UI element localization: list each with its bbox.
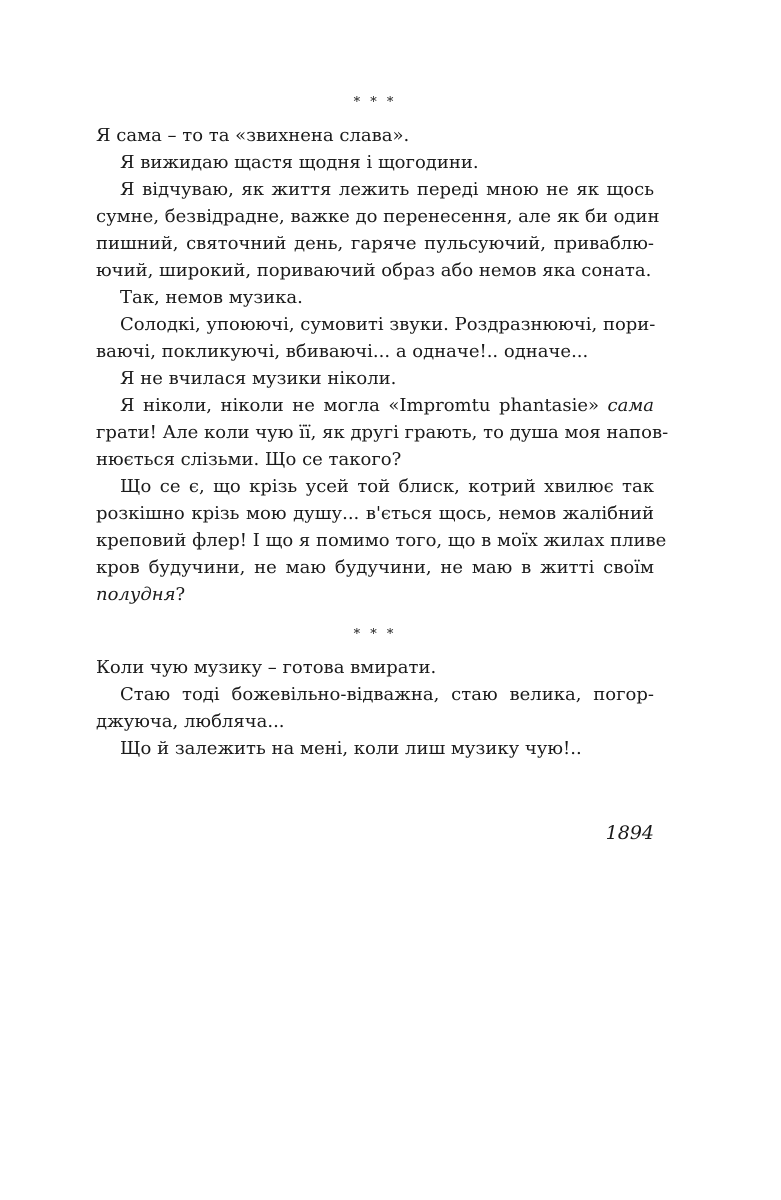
text-run: Я ніколи, ніколи не могла «Impromtu phantasie» [120, 395, 600, 416]
text-line: грати! Але коли чую її, як другі грають, то душа моя напов- [96, 422, 669, 443]
text-line: ючий, широкий, пориваючий образ або немов яка соната. [96, 260, 652, 281]
text-line: нюється слізьми. Що се такого? [96, 449, 402, 470]
section-separator: * * * [353, 627, 397, 642]
text-run: ? [175, 584, 186, 605]
italic-text: сама [607, 395, 654, 416]
text-line: Що се є, що крізь усей той блиск, котрий хвилює так [120, 476, 654, 497]
text-line: креповий флер! І що я помимо того, що в моїх жилах пливе [96, 530, 667, 551]
text-line: Стаю тоді божевільно-відважна, стаю велика, погор- [120, 684, 654, 705]
text-line: Що й залежить на мені, коли лиш музику чую!.. [120, 738, 582, 759]
text-line: Я сама – то та «звихнена слава». [96, 125, 410, 146]
text-line: сумне, безвідрадне, важке до перенесення, але як би один [96, 206, 660, 227]
text-line: джуюча, любляча... [96, 711, 285, 732]
text-line: ваючі, покликуючі, вбиваючі... а одначе!.. одначе... [96, 341, 589, 362]
text-line: Коли чую музику – готова вмирати. [96, 657, 437, 678]
text-line: Так, немов музика. [120, 287, 303, 308]
text-line: розкішно крізь мою душу... в'ється щось, немов жалібний [96, 503, 654, 524]
text-line: Солодкі, упоюючі, сумовиті звуки. Роздразнюючі, пори- [120, 314, 656, 335]
text-line [96, 392, 654, 419]
text-line: Я вижидаю щастя щодня і щогодини. [120, 152, 479, 173]
text-line: Я не вчилася музики ніколи. [120, 368, 397, 389]
date-signature: 1894 [605, 822, 654, 844]
text-line: пишний, святочний день, гаряче пульсуючий, приваблю- [96, 233, 654, 254]
section-separator: * * * [353, 95, 397, 110]
italic-text: полудня [96, 584, 176, 605]
text-line: Я відчуваю, як життя лежить переді мною не як щось [120, 179, 654, 200]
page-body [96, 92, 669, 762]
text-line [96, 581, 654, 608]
text-line: кров будучини, не маю будучини, не маю в житті своїм [96, 557, 654, 578]
